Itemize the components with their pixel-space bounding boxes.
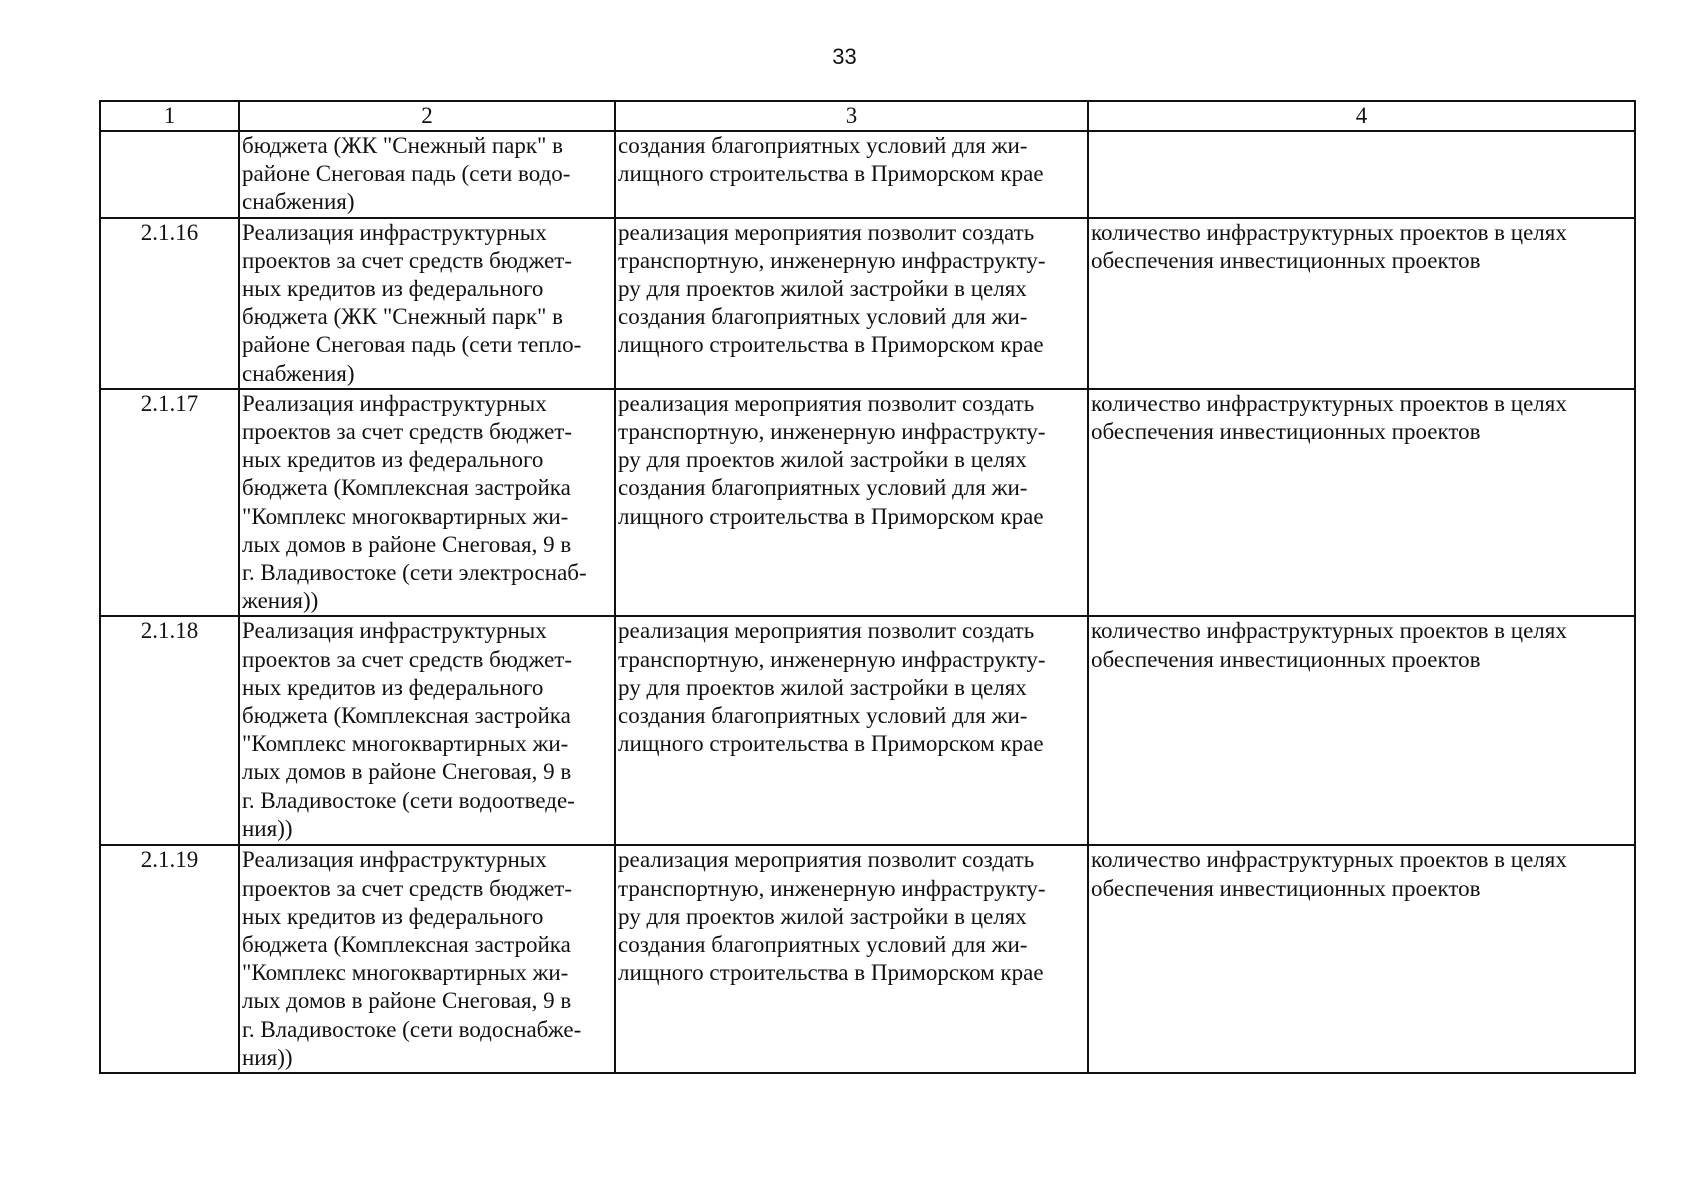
measure-result-text: реализация мероприятия позволит создать транспортную, инженерную инфраструкту- ру для проектов жилой застройки в целях создания благоприятных условий для жи- лищного строительства в Приморском крае [618,219,1046,358]
measure-indicator-text: количество инфраструктурных проектов в целях обеспечения инвестиционных проектов [1091,847,1567,901]
measure-indicator-text: количество инфраструктурных проектов в целях обеспечения инвестиционных проектов [1091,390,1567,445]
table-row [100,218,1635,389]
measure-indicator-text: количество инфраструктурных проектов в целях обеспечения инвестиционных проектов [1091,618,1567,672]
measure-name-text: Реализация инфраструктурных проектов за счет средств бюджет- ных кредитов из федерального бюджета (Комплексная застройка "Комплекс многоквартирных жи- лых домов в районе Снеговая, 9 в г. Владивостоке (сети электроснаб- жения)) [242,390,587,614]
row-number: 2.1.18 [100,616,239,845]
row-number: 2.1.19 [100,845,239,1073]
row-number: 2.1.17 [100,389,239,617]
page-number: 33 [832,44,857,69]
measure-result [615,131,1088,218]
measure-name-text: Реализация инфраструктурных проектов за счет средств бюджет- ных кредитов из федерального бюджета (ЖК "Снежный парк" в районе Снеговая падь (сети тепло- снабжения) [242,219,582,386]
table-row [100,616,1635,845]
measure-indicator [1088,389,1635,617]
measure-name [239,616,615,845]
measure-name [239,389,615,617]
measure-result-text: реализация мероприятия позволит создать транспортную, инженерную инфраструкту- ру для проектов жилой застройки в целях создания благоприятных условий для жи- лищного строительства в Приморском крае [618,847,1046,986]
measure-name-text: бюджета (ЖК "Снежный парк" в районе Снеговая падь (сети водо- снабжения) [242,133,571,215]
measure-result [615,218,1088,389]
measure-indicator [1088,616,1635,845]
measures-table [99,100,1636,1074]
column-header-1: 1 [100,101,239,131]
measure-indicator [1088,218,1635,389]
measure-indicator [1088,131,1635,218]
measure-result [615,389,1088,617]
measure-result-text: реализация мероприятия позволит создать транспортную, инженерную инфраструкту- ру для проектов жилой застройки в целях создания благоприятных условий для жи- лищного строительства в Приморском крае [618,618,1046,757]
column-header-3: 3 [615,101,1088,131]
measure-name-text: Реализация инфраструктурных проектов за счет средств бюджет- ных кредитов из федерального бюджета (Комплексная застройка "Комплекс многоквартирных жи- лых домов в районе Снеговая, 9 в г. Владивостоке (сети водоснабже- ния)) [242,847,582,1070]
table-row [100,131,1635,218]
column-header-2: 2 [239,101,615,131]
measure-name [239,218,615,389]
measure-indicator [1088,845,1635,1073]
row-number: 2.1.16 [100,218,239,389]
measure-name-text: Реализация инфраструктурных проектов за счет средств бюджет- ных кредитов из федерального бюджета (Комплексная застройка "Комплекс многоквартирных жи- лых домов в районе Снеговая, 9 в г. Владивостоке (сети водоотведе- ния)) [242,618,575,841]
column-header-4: 4 [1088,101,1635,131]
measure-indicator-text: количество инфраструктурных проектов в целях обеспечения инвестиционных проектов [1091,219,1567,273]
measure-result-text: реализация мероприятия позволит создать транспортную, инженерную инфраструкту- ру для проектов жилой застройки в целях создания благоприятных условий для жи- лищного строительства в Приморском крае [618,390,1046,529]
measure-result [615,845,1088,1073]
measure-name [239,845,615,1073]
table-row [100,389,1635,617]
measure-result [615,616,1088,845]
measure-result-text: создания благоприятных условий для жи- лищного строительства в Приморском крае [618,133,1044,187]
table-header-row [100,101,1635,131]
measure-name [239,131,615,218]
row-number [100,131,239,218]
table-row [100,845,1635,1073]
